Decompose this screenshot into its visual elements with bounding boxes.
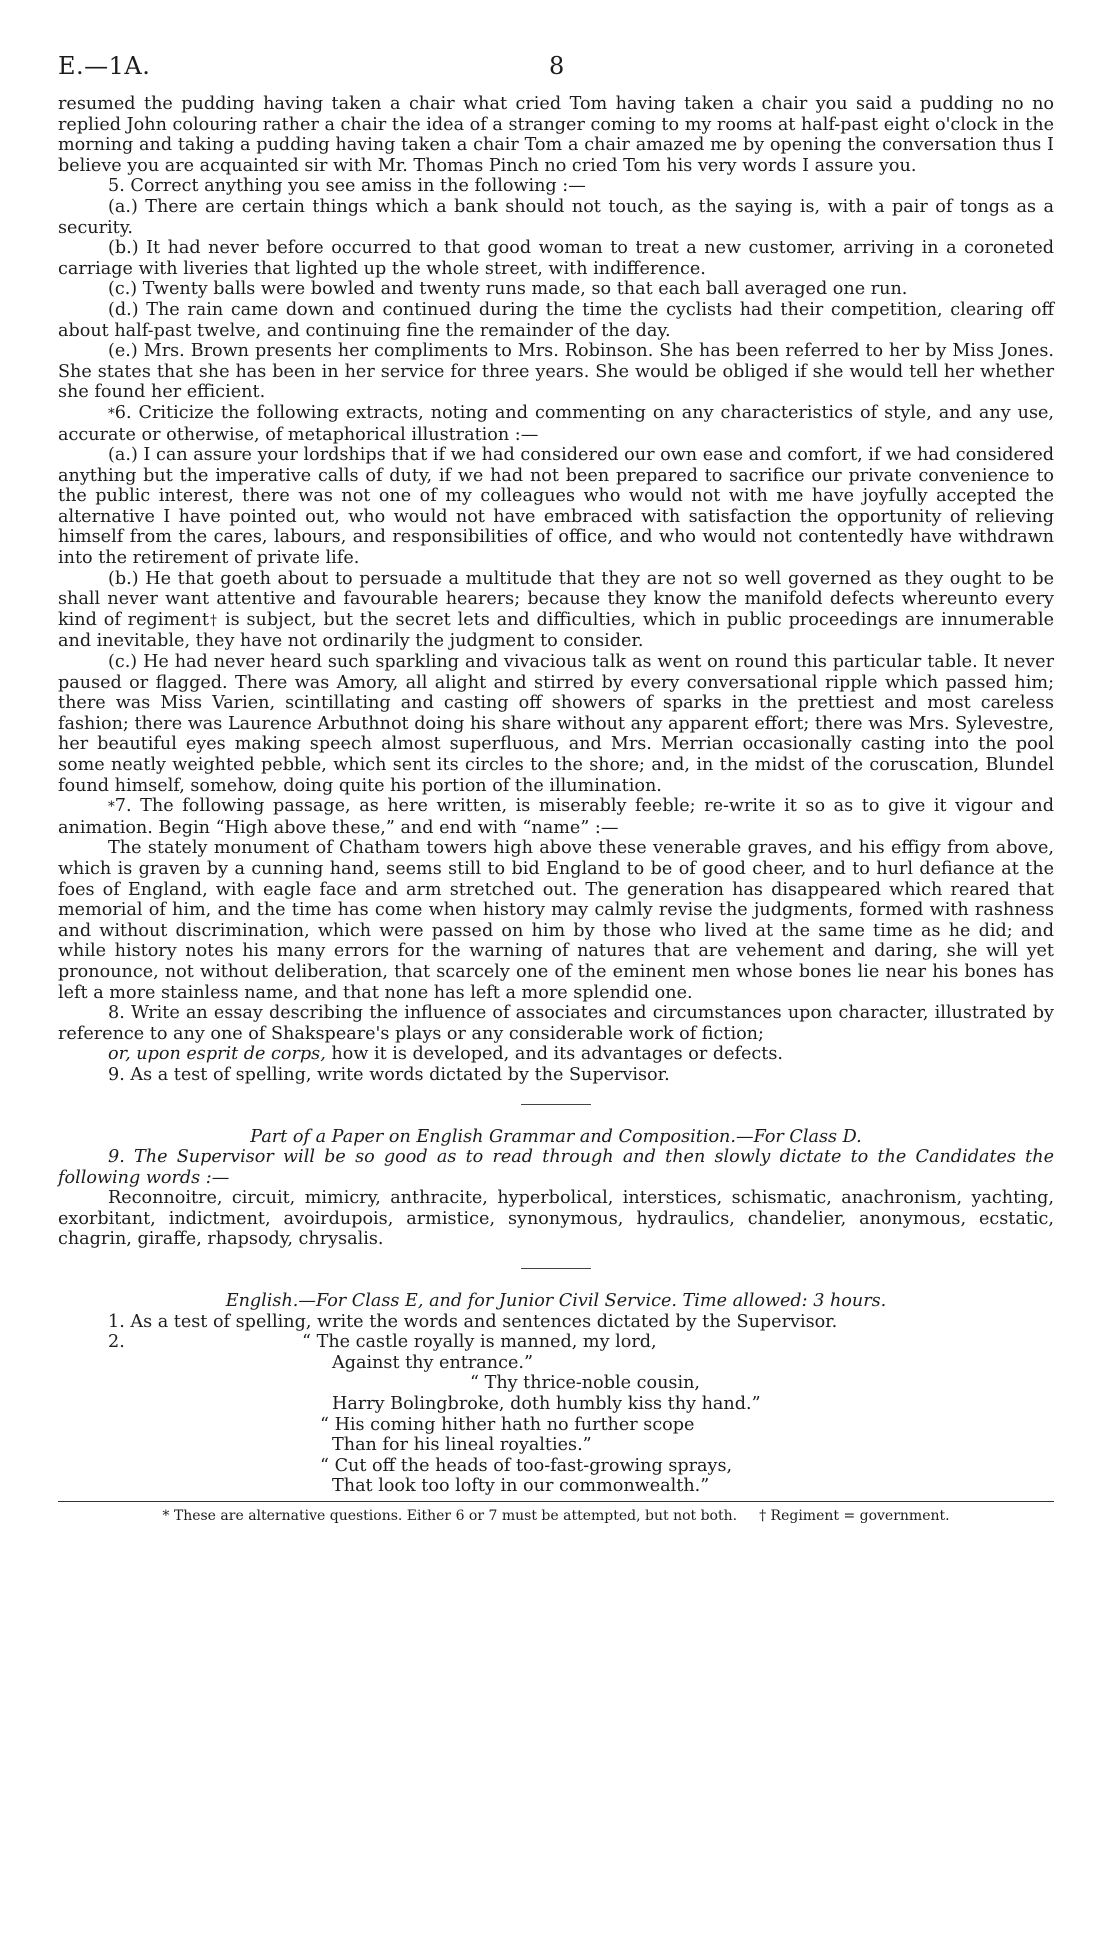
question-7-passage: The stately monument of Chatham towers high above these venerable graves, and his effigy from above, which is graven by a cunning hand, seems still to bid England to be of good cheer, and to hurl defiance at the foes of England, with eagle face and arm stretched out. The generation has disappeared which reared that memorial of him, and the time has come when history may calmly revise the judgments, formed with rashness and without discrimination, which were passed on him by those who lived at the same time as he did; and while history notes his many errors for the warning of natures that are vehement and daring, she will yet pronounce, not without deliberation, that scarcely one of the eminent men whose bones lie near his bones has left a more stainless name, and that none has left a more splendid one. [58, 838, 1054, 1003]
question-5b: (b.) It had never before occurred to that good woman to treat a new customer, arriving in a coroneted carriage with liveries that lighted up the whole street, with indifference. [58, 238, 1054, 279]
footnote-alternative-questions: * These are alternative questions. Either 6 or 7 must be attempted, but not both. [162, 1508, 738, 1524]
class-e-section-title: English.—For Class E, and for Junior Civil Service. Time allowed: 3 hours. [225, 1291, 887, 1312]
class-d-section-title: Part of a Paper on English Grammar and Composition.—For Class D. [250, 1126, 862, 1147]
verse-line: Harry Bolingbroke, doth humbly kiss thy hand.” [332, 1394, 761, 1415]
question-5a: (a.) There are certain things which a bank should not touch, as the saying is, with a pair of tongs as a security. [58, 196, 1054, 238]
question-6a: (a.) I can assure your lordships that if we had considered our own ease and comfort, if we had considered anything but the imperative calls of duty, if we had not been prepared to sacrifice our private convenience to the public interest, there was not one of my colleagues who would not with me have joyfully accepted the alternative I have pointed out, who would not have embraced with satisfaction the opportunity of relieving himself from the cares, labours, and responsibilities of office, and who would not contentedly have withdrawn into the retirement of private life. [58, 445, 1054, 569]
question-6-intro: *6. Criticize the following extracts, noting and commenting on any characteristics of style, and any use, accurate or otherwise, of metaphorical illustration :— [58, 402, 1054, 445]
verse-line: Than for his lineal royalties.” [332, 1435, 592, 1456]
dagger-marker: † [208, 612, 219, 629]
class-e-question-1: 1. As a test of spelling, write the words and sentences dictated by the Supervisor. [108, 1311, 838, 1332]
question-5-intro: 5. Correct anything you see amiss in the following :— [108, 176, 586, 197]
document-reference: E.—1A. [58, 52, 151, 80]
class-e-question-2 [58, 1332, 1054, 1497]
question-9: 9. As a test of spelling, write words dictated by the Supervisor. [108, 1064, 670, 1085]
question-5c: (c.) Twenty balls were bowled and twenty runs made, so that each ball averaged one run. [108, 279, 908, 300]
question-6c: (c.) He had never heard such sparkling and vivacious talk as went on round this particular table. It never paused or flagged. There was Amory, all alight and stirred by every conversational ripple which passed him; there was Miss Varien, scintillating and casting off showers of sparks in the prettiest and most careless fashion; there was Laurence Arbuthnot doing his share without any apparent effort; there was Mrs. Sylevestre, her beautiful eyes making speech almost superfluous, and Mrs. Merrian occasionally casting into the pool some neatly weighted pebble, which sent its circles to the shore; and, in the midst of the coruscation, Blundel found himself, somehow, doing quite his portion of the illumination. [58, 652, 1054, 796]
verse-line: “ His coming hither hath no further scope [320, 1414, 695, 1435]
class-d-question-9: 9. The Supervisor will be so good as to read through and then slowly dictate to the Candidates the following words :— [58, 1147, 1054, 1188]
document-body [58, 94, 1054, 1525]
section-divider [521, 1268, 591, 1269]
verse-line: Against thy entrance.” [332, 1352, 533, 1373]
class-d-spelling-words: Reconnoitre, circuit, mimicry, anthracite, hyperbolical, interstices, schismatic, anachronism, yachting, exorbitant, indictment, avoirdupois, armistice, synonymous, hydraulics, chandelier, anonymous, ecstatic, chagrin, giraffe, rhapsody, chrysalis. [58, 1188, 1054, 1250]
section-divider [521, 1104, 591, 1105]
footnote-regiment: † Regiment = government. [759, 1508, 950, 1524]
question-5d: (d.) The rain came down and continued during the time the cyclists had their competition, clearing off about half-past twelve, and continuing fine the remainder of the day. [58, 299, 1054, 341]
question-5e: (e.) Mrs. Brown presents her compliments to Mrs. Robinson. She has been referred to her by Miss Jones. She states that she has been in her service for three years. She would be obliged if she would tell her whether she found her efficient. [58, 341, 1054, 403]
page-header [58, 52, 1054, 86]
question-6b: (b.) He that goeth about to persuade a multitude that they are not so well governed as they ought to be shall never want attentive and favourable hearers; because they know the manifold defects whereunto every kind of regiment† is subject, but the secret lets and difficulties, which in public proceedings are innumerable and inevitable, they have not ordinarily the judgment to consider. [58, 568, 1054, 652]
footnotes [58, 1507, 1054, 1525]
verse-line: “ Cut off the heads of too-fast-growing sprays, [320, 1455, 733, 1476]
question-8: 8. Write an essay describing the influence of associates and circumstances upon character, illustrated by reference to any one of Shakspeare's plays or any considerable work of fiction; [58, 1003, 1054, 1044]
question-8-alternative: or, upon esprit de corps, how it is developed, and its advantages or defects. [108, 1044, 783, 1065]
verse-line: That look too lofty in our commonwealth.” [332, 1476, 710, 1497]
question-7-intro: *7. The following passage, as here written, is miserably feeble; re-write it so as to give it vigour and animation. Begin “High above these,” and end with “name” :— [58, 796, 1054, 838]
continuation-paragraph: resumed the pudding having taken a chair what cried Tom having taken a chair you said a pudding no no replied John colouring rather a chair the idea of a stranger coming to my rooms at half-past eight o'clock in the morning and taking a pudding having taken a chair Tom a chair amazed me by opening the conversation thus I believe you are acquainted sir with Mr. Thomas Pinch no cried Tom his very words I assure you. [58, 94, 1054, 176]
document-page [58, 52, 1054, 1525]
verse-line: “ Thy thrice-noble cousin, [470, 1373, 701, 1394]
verse-line: “ The castle royally is manned, my lord, [302, 1332, 657, 1353]
question-2-number: 2. [108, 1332, 125, 1353]
page-number: 8 [549, 52, 565, 80]
footnote-divider [58, 1501, 1054, 1502]
